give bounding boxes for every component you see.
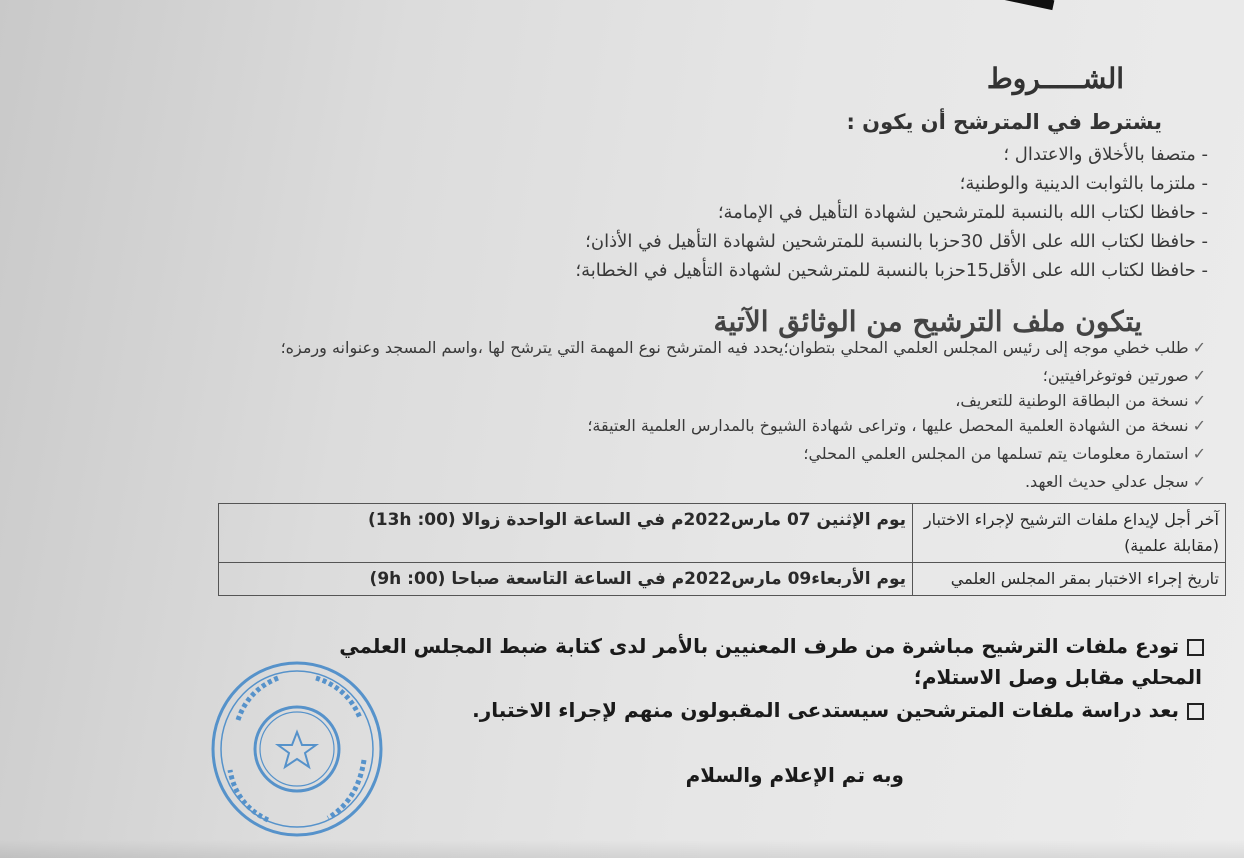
condition-item: - حافظا لكتاب الله على الأقل15حزبا بالنسبة للمترشحين لشهادة التأهيل في الخطابة؛: [575, 256, 1208, 285]
deposit-note: [339, 634, 1204, 658]
document-item: ✓طلب خطي موجه إلى رئيس المجلس العلمي المحلي بتطوان؛يحدد فيه المترشح نوع المهمة التي يترشح لها ،واسم المسجد وعنوانه ورمزه؛: [280, 338, 1206, 357]
document-item: ✓نسخة من البطاقة الوطنية للتعريف،: [955, 391, 1206, 410]
table-row: [219, 504, 1226, 563]
selection-note-text: بعد دراسة ملفات المترشحين سيستدعى المقبولون منهم لإجراء الاختبار.: [472, 698, 1179, 722]
table-row: [219, 563, 1226, 596]
document-item: ✓سجل عدلي حديث العهد.: [1024, 472, 1206, 491]
deposit-note-line1: تودع ملفات الترشيح مباشرة من طرف المعنيين بالأمر لدى كتابة ضبط المجلس العلمي: [339, 634, 1179, 658]
checkbox-icon: [1187, 639, 1204, 656]
page-corner-shadow: [994, 0, 1055, 10]
schedule-value: يوم الأربعاء09 مارس2022م في الساعة التاسعة صباحا (00: 9h): [219, 563, 913, 596]
check-icon: ✓: [1192, 416, 1206, 435]
check-icon: ✓: [1192, 338, 1206, 357]
closing-line: وبه تم الإعلام والسلام: [685, 763, 904, 787]
official-stamp-icon: [208, 660, 386, 838]
check-icon: ✓: [1192, 391, 1206, 410]
condition-item: - حافظا لكتاب الله على الأقل 30حزبا بالنسبة للمترشحين لشهادة التأهيل في الأذان؛: [575, 227, 1208, 256]
check-icon: ✓: [1192, 366, 1206, 385]
document-item: ✓نسخة من الشهادة العلمية المحصل عليها ، وتراعى شهادة الشيوخ بالمدارس العلمية العتيقة؛: [587, 416, 1206, 435]
deposit-note-line2: المحلي مقابل وصل الاستلام؛: [913, 665, 1202, 689]
schedule-value: يوم الإثنين 07 مارس2022م في الساعة الواحدة زوالا (00: 13h): [219, 504, 913, 563]
page-bottom-shadow: [0, 840, 1244, 858]
schedule-label: تاريخ إجراء الاختبار بمقر المجلس العلمي: [913, 563, 1226, 596]
conditions-list: [575, 140, 1208, 285]
check-icon: ✓: [1192, 472, 1206, 491]
document-item: ✓صورتين فوتوغرافيتين؛: [1042, 366, 1206, 385]
condition-item: - متصفا بالأخلاق والاعتدال ؛: [575, 140, 1208, 169]
selection-note: [472, 698, 1204, 722]
schedule-table: [218, 503, 1226, 596]
check-icon: ✓: [1192, 444, 1206, 463]
conditions-intro: يشترط في المترشح أن يكون :: [846, 110, 1162, 134]
documents-list: [46, 338, 1206, 518]
document-item: ✓استمارة معلومات يتم تسلمها من المجلس العلمي المحلي؛: [803, 444, 1206, 463]
documents-title: يتكون ملف الترشيح من الوثائق الآتية: [713, 305, 1142, 338]
page-title: الشـــــروط: [986, 62, 1124, 95]
checkbox-icon: [1187, 703, 1204, 720]
condition-item: - حافظا لكتاب الله بالنسبة للمترشحين لشهادة التأهيل في الإمامة؛: [575, 198, 1208, 227]
schedule-label: آخر أجل لإيداع ملفات الترشيح لإجراء الاختبار (مقابلة علمية): [913, 504, 1226, 563]
condition-item: - ملتزما بالثوابت الدينية والوطنية؛: [575, 169, 1208, 198]
